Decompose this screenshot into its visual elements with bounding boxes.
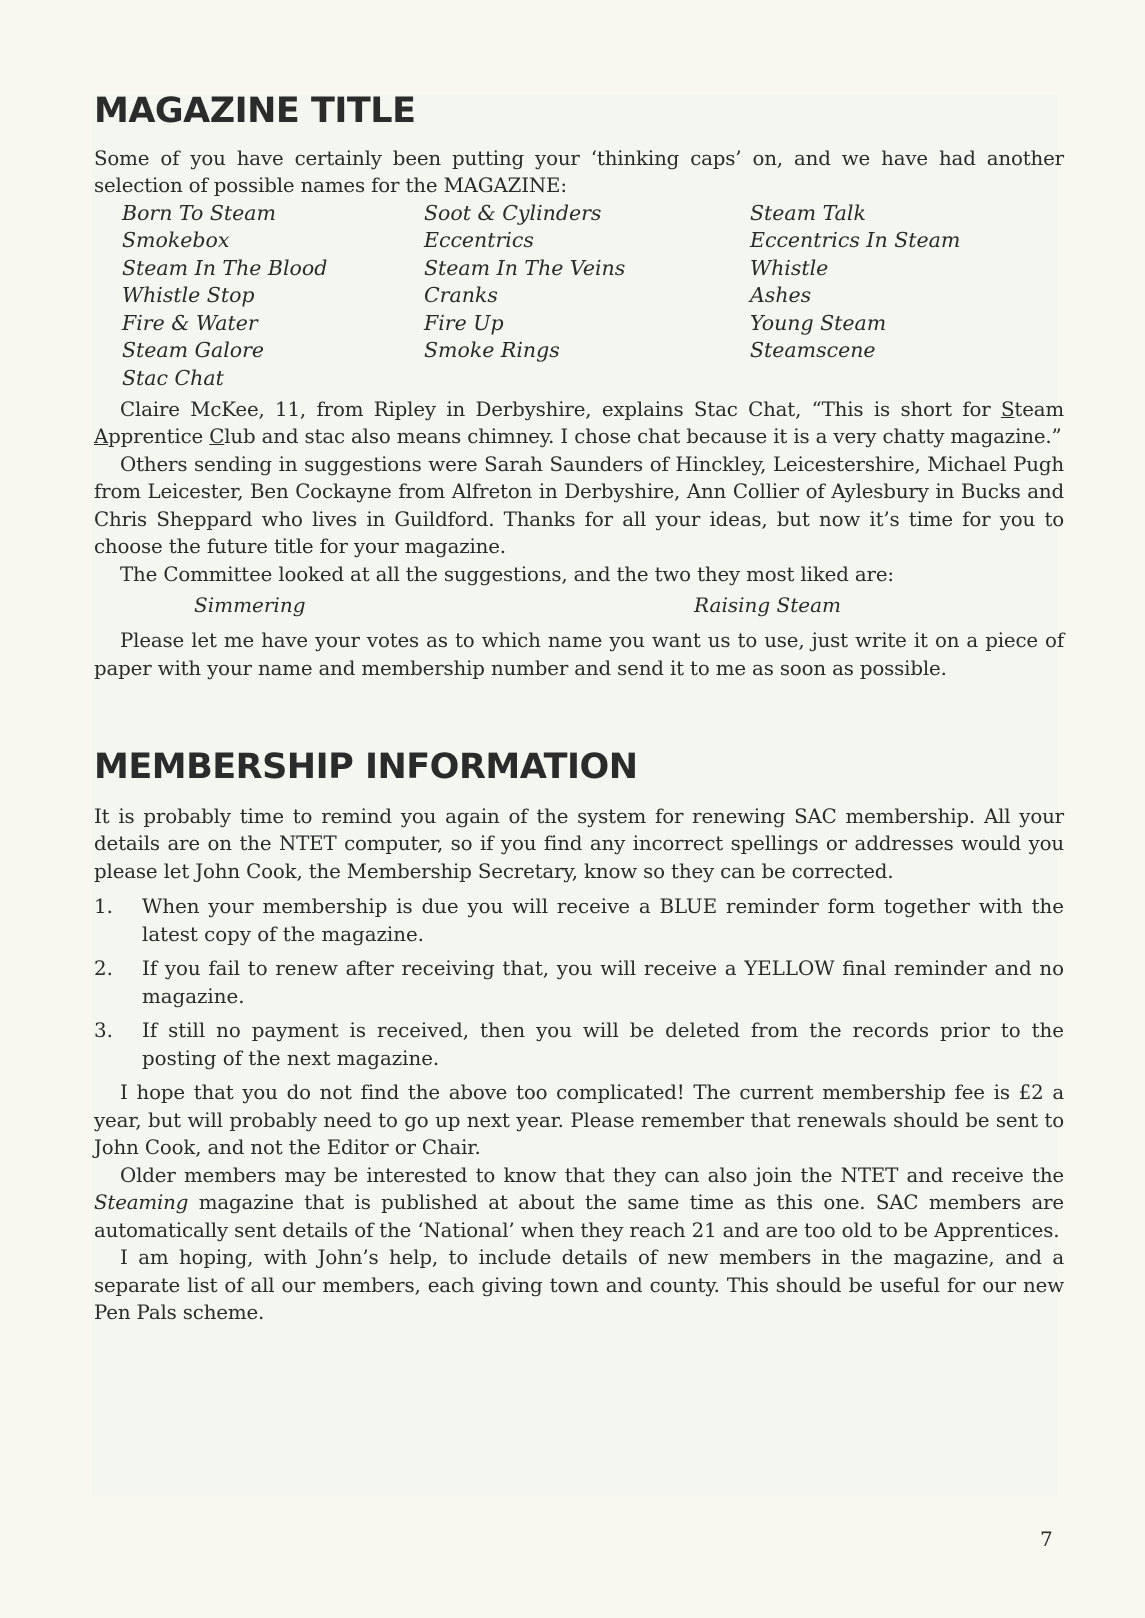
page-number: 7 <box>1040 1527 1053 1551</box>
step-number: 2. <box>94 957 113 981</box>
claire-text-1: Claire McKee, 11, from Ripley in Derbyshire, explains Stac Chat, “This is short for <box>120 397 1001 421</box>
underlined-initial: S <box>1000 397 1015 421</box>
choice-simmering: Simmering <box>194 593 306 618</box>
step-number: 1. <box>94 895 113 919</box>
claire-text-2: team <box>1014 397 1064 421</box>
names-column-1 <box>122 200 424 393</box>
name-suggestion: Eccentrics <box>424 228 534 253</box>
step-text: If you fail to renew after receiving that, you will receive a YELLOW final reminder and no magazine. <box>142 957 1064 1008</box>
name-suggestion: Steamscene <box>750 338 876 363</box>
name-suggestion: Eccentrics In Steam <box>750 228 961 253</box>
others-paragraph: Others sending in suggestions were Sarah Saunders of Hinckley, Leicestershire, Michael Pugh from Leicester, Ben Cockayne from Alfreton in Derbyshire, Ann Collier of Aylesbury in Bucks and Chris Sheppard who lives in Guildford. Thanks for all your ideas, but now it’s time for you to choose the future title for your magazine. <box>94 452 1064 559</box>
renewal-steps <box>94 893 1064 1072</box>
page-content <box>94 92 1064 1327</box>
name-suggestion: Ashes <box>750 283 812 308</box>
membership-heading: MEMBERSHIP INFORMATION <box>94 747 638 788</box>
claire-text-4: lub and stac also means chimney. I chose chat because it is a very chatty magazine.” <box>224 425 1062 449</box>
names-column-2 <box>424 200 750 393</box>
claire-text-3: pprentice <box>108 425 210 449</box>
name-suggestion: Stac Chat <box>122 366 224 391</box>
list-item <box>94 955 1064 1010</box>
name-suggestion: Smokebox <box>122 228 230 253</box>
name-suggestion: Steam Talk <box>750 200 866 225</box>
names-column-3 <box>750 200 1010 393</box>
choice-raising-steam: Raising Steam <box>694 593 842 618</box>
name-suggestion: Cranks <box>424 283 498 308</box>
step-text: When your membership is due you will receive a BLUE reminder form together with the latest copy of the magazine. <box>142 895 1064 946</box>
magazine-title-heading: MAGAZINE TITLE <box>94 91 416 131</box>
name-suggestions-list <box>122 200 1064 393</box>
membership-intro: It is probably time to remind you again of the system for renewing SAC membership. All your details are on the NTET computer, so if you find any incorrect spellings or addresses would you please let John Cook, the Membership Secretary, know so they can be corrected. <box>94 804 1064 883</box>
claire-paragraph <box>94 396 1064 451</box>
underlined-initial: C <box>209 425 225 449</box>
older-members-paragraph <box>94 1162 1064 1245</box>
name-suggestion: Born To Steam <box>122 200 276 225</box>
name-suggestion: Whistle Stop <box>122 283 255 308</box>
steaming-title: Steaming <box>94 1191 189 1215</box>
older-text-1: Older members may be interested to know that they can also join the NTET and receive the <box>120 1163 1064 1187</box>
list-item <box>94 1017 1064 1072</box>
name-suggestion: Smoke Rings <box>424 338 560 363</box>
name-suggestion: Steam In The Veins <box>424 255 626 280</box>
older-text-2: magazine that is published at about the same time as this one. SAC members are automatically sent details of the ‘National’ when they reach 21 and are too old to be Apprentices. <box>94 1191 1064 1242</box>
magazine-title-intro: Some of you have certainly been putting your ‘thinking caps’ on, and we have had another selection of possible names for the MAGAZINE: <box>94 146 1064 197</box>
votes-paragraph: Please let me have your votes as to which name you want us to use, just write it on a piece of paper with your name and membership number and send it to me as soon as possible. <box>94 629 1064 680</box>
committee-paragraph: The Committee looked at all the suggestions, and the two they most liked are: <box>120 562 894 586</box>
step-number: 3. <box>94 1019 113 1043</box>
title-choices <box>94 592 1064 619</box>
step-text: If still no payment is received, then you will be deleted from the records prior to the posting of the next magazine. <box>142 1019 1064 1070</box>
list-item <box>94 893 1064 948</box>
name-suggestion: Young Steam <box>750 310 887 335</box>
name-suggestion: Fire & Water <box>122 310 258 335</box>
name-suggestion: Whistle <box>750 255 829 280</box>
hoping-paragraph: I am hoping, with John’s help, to include details of new members in the magazine, and a separate list of all our members, each giving town and county. This should be useful for our new Pen Pals scheme. <box>94 1246 1064 1325</box>
fee-paragraph: I hope that you do not find the above too complicated! The current membership fee is £2 a year, but will probably need to go up next year. Please remember that renewals should be sent to John Cook, and not the Editor or Chair. <box>94 1081 1064 1160</box>
name-suggestion: Steam Galore <box>122 338 265 363</box>
name-suggestion: Soot & Cylinders <box>424 200 602 225</box>
name-suggestion: Fire Up <box>424 310 504 335</box>
underlined-initial: A <box>94 425 109 449</box>
name-suggestion: Steam In The Blood <box>122 255 328 280</box>
